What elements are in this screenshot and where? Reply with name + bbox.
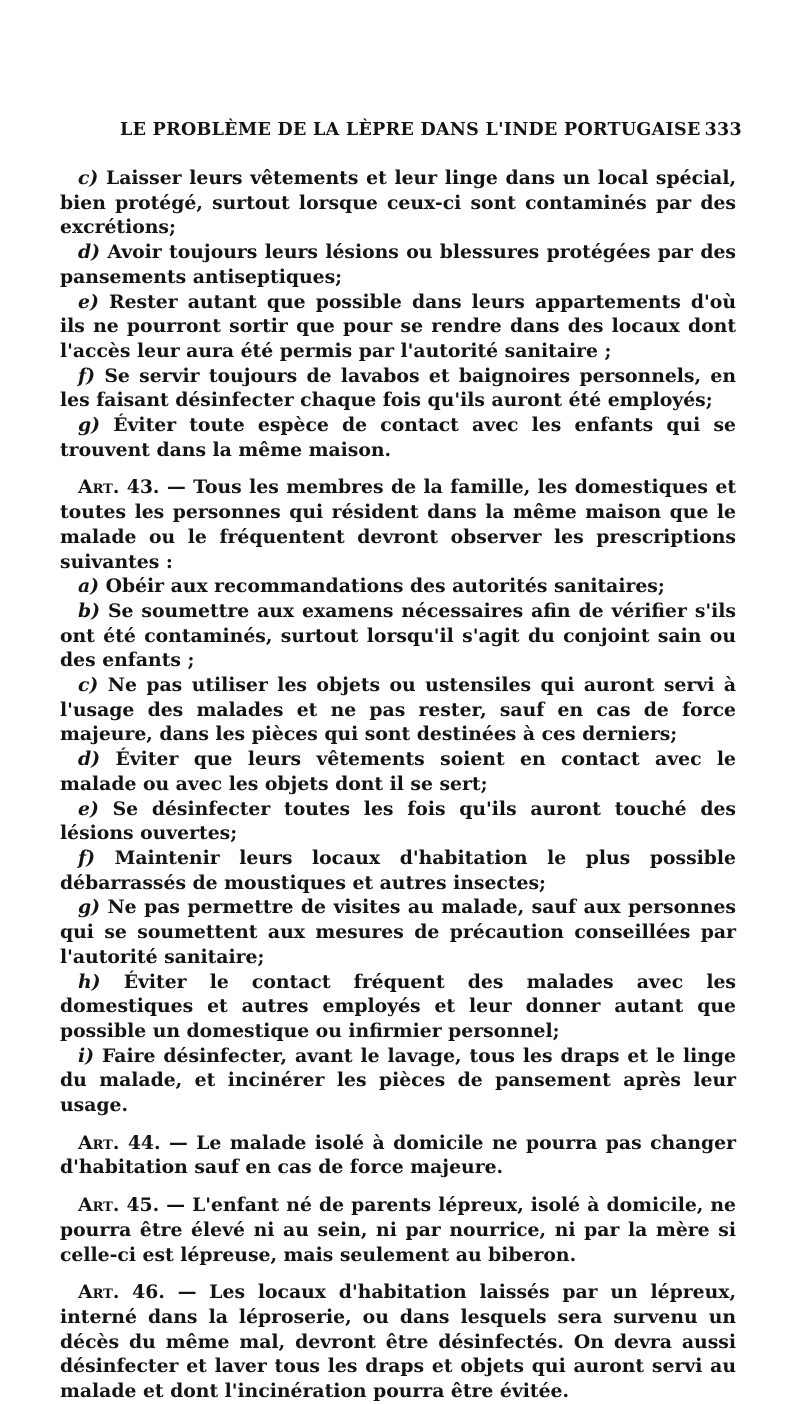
article-46: Art. 46. — Les locaux d'habitation laissés par un lépreux, interné dans la léproserie, ou dans lesquels sera survenu un décès du même mal, devront être désinfectés. On devra aussi désinfecter et laver tous les draps et objets qui auront servi au malade et dont l'incinération pourra être évitée. bbox=[60, 1281, 736, 1403]
article-label: Art. 45. bbox=[78, 1194, 160, 1217]
art43-item-h: h) Éviter le contact fréquent des malades avec les domestiques et autres employés et leur donner autant que possible un domestique ou infirmier personnel; bbox=[60, 970, 736, 1042]
page-number: 333 bbox=[704, 120, 742, 140]
body-text bbox=[60, 166, 736, 1404]
article-45: Art. 45. — L'enfant né de parents lépreux, isolé à domicile, ne pourra être élevé ni au sein, ni par nourrice, ni par la mère si celle-ci est lépreuse, mais seulement au biberon. bbox=[60, 1194, 737, 1266]
item-g: g) Éviter toute espèce de contact avec les enfants qui se trouvent dans la même maison. bbox=[60, 414, 736, 461]
item-d: d) Avoir toujours leurs lésions ou blessures protégées par des pansements antiseptiques; bbox=[60, 241, 736, 288]
article-label: Art. 43. bbox=[78, 476, 160, 499]
running-head bbox=[120, 120, 742, 140]
art43-item-a: a) Obéir aux recommandations des autorités sanitaires; bbox=[78, 575, 665, 598]
art43-item-i: i) Faire désinfecter, avant le lavage, tous les draps et le linge du malade, et incinérer les pièces de pansement après leur usage. bbox=[60, 1044, 736, 1117]
article-label: Art. 44. bbox=[78, 1131, 161, 1154]
art43-item-f: f) Maintenir leurs locaux d'habitation le plus possible débarrassés de moustiques et autres insectes; bbox=[60, 846, 736, 894]
art43-item-b: b) Se soumettre aux examens nécessaires afin de vérifier s'ils ont été contaminés, surtout lorsqu'il s'agit du conjoint sain ou des enfants ; bbox=[60, 599, 736, 672]
art43-item-c: c) Ne pas utiliser les objets ou ustensiles qui auront servi à l'usage des malades et ne pas rester, sauf en cas de force majeure, dans les pièces qui sont destinées à ces derniers; bbox=[60, 674, 737, 746]
art43-item-d: d) Éviter que leurs vêtements soient en contact avec le malade ou avec les objets dont il se sert; bbox=[60, 748, 737, 795]
article-43: Art. 43. — Tous les membres de la famille, les domestiques et toutes les personnes qui résident dans la même maison que le malade ou le fréquentent devront observer les prescriptions suivantes : bbox=[60, 476, 737, 573]
article-label: Art. 46. bbox=[78, 1281, 165, 1304]
art43-item-e: e) Se désinfecter toutes les fois qu'ils auront touché des lésions ouvertes; bbox=[60, 797, 736, 845]
running-title: LE PROBLÈME DE LA LÈPRE DANS L'INDE PORTUGAISE bbox=[120, 120, 701, 140]
item-e: e) Rester autant que possible dans leurs appartements d'où ils ne pourront sortir que pour se rendre dans des locaux dont l'accès leur aura été permis par l'autorité sanitaire ; bbox=[60, 290, 736, 362]
art43-item-g: g) Ne pas permettre de visites au malade, sauf aux personnes qui se soumettent aux mesures de précaution conseillées par l'autorité sanitaire; bbox=[60, 896, 736, 968]
item-c: c) Laisser leurs vêtements et leur linge dans un local spécial, bien protégé, surtout lorsque ceux-ci sont contaminés par des excrétions; bbox=[60, 167, 736, 239]
item-f: f) Se servir toujours de lavabos et baignoires personnels, en les faisant désinfecter chaque fois qu'ils auront été employés; bbox=[60, 364, 736, 412]
article-44: Art. 44. — Le malade isolé à domicile ne pourra pas changer d'habitation sauf en cas de force majeure. bbox=[60, 1131, 736, 1179]
